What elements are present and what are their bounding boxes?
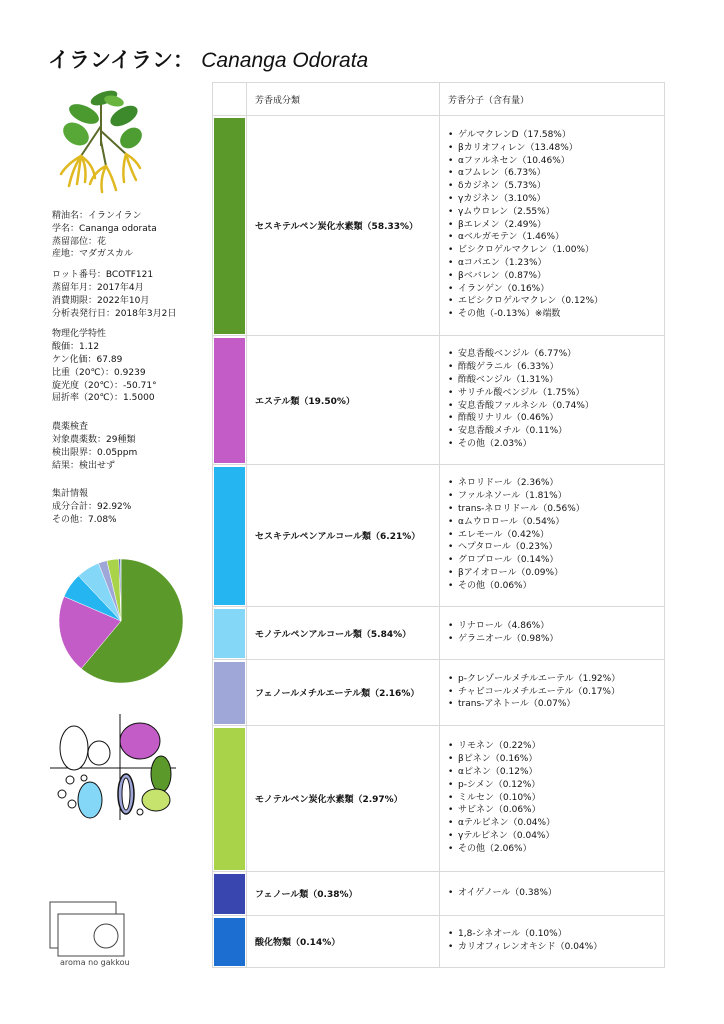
molecule-item: • αムウロロール（0.54%）	[446, 516, 658, 529]
molecule-item: • trans-ネロリドール（0.56%）	[446, 503, 658, 516]
category-color-swatch	[213, 872, 247, 916]
category-name: フェノール類（0.38%）	[247, 872, 440, 916]
molecule-item: • 安息香酸ベンジル（6.77%）	[446, 348, 658, 361]
header-category: 芳香成分類	[247, 83, 440, 116]
oil-info-panel	[52, 210, 212, 535]
info-line: 分析表発行日：2018年3月2日	[52, 308, 177, 319]
ylang-ylang-flower-illustration	[56, 86, 146, 201]
composition-pie-chart	[56, 555, 186, 687]
molecule-item: • αピネン（0.12%）	[446, 766, 658, 779]
info-line: 対象農薬数：29種類	[52, 434, 136, 445]
molecule-item: • ファルネソール（1.81%）	[446, 490, 658, 503]
molecule-item: • p-シメン（0.12%）	[446, 779, 658, 792]
molecule-item: • δカジネン（5.73%）	[446, 180, 658, 193]
molecule-item: • γテルピネン（0.04%）	[446, 830, 658, 843]
molecule-item: • イランゲン（0.16%）	[446, 283, 658, 296]
basic-info	[52, 210, 212, 261]
category-color-swatch	[213, 116, 247, 336]
molecule-item: • αファルネセン（10.46%）	[446, 155, 658, 168]
molecule-item: • 酢酸リナリル（0.46%）	[446, 412, 658, 425]
molecule-item: • βエレメン（2.49%）	[446, 219, 658, 232]
table-row	[213, 916, 665, 968]
info-line: ケン化価：67.89	[52, 354, 123, 365]
table-row	[213, 465, 665, 607]
molecule-item: • ゲラニオール（0.98%）	[446, 633, 658, 646]
category-name: モノテルペン炭化水素類（2.97%）	[247, 726, 440, 872]
aroma-composition-table	[212, 82, 665, 968]
info-heading: 農薬検査	[52, 422, 89, 433]
molecule-item: • trans-アネトール（0.07%）	[446, 698, 658, 711]
category-name: モノテルペンアルコール類（5.84%）	[247, 607, 440, 660]
molecule-item: • サリチル酸ベンジル（1.75%）	[446, 387, 658, 400]
molecule-list-cell	[440, 872, 665, 916]
molecule-item: • グロブロール（0.14%）	[446, 554, 658, 567]
molecule-list-cell	[440, 116, 665, 336]
molecule-item: • オイゲノール（0.38%）	[446, 887, 658, 900]
molecule-item: • リモネン（0.22%）	[446, 740, 658, 753]
table-row	[213, 116, 665, 336]
summary-info	[52, 488, 212, 526]
info-line: 蒸留年月：2017年4月	[52, 282, 144, 293]
molecule-item: • ビシクロゲルマクレン（1.00%）	[446, 244, 658, 257]
info-heading: 集計情報	[52, 489, 89, 500]
info-line: 酸価：1.12	[52, 342, 100, 353]
molecule-item: • 酢酸ゲラニル（6.33%）	[446, 361, 658, 374]
category-color-swatch	[213, 916, 247, 968]
table-row	[213, 607, 665, 660]
category-name: 酸化物類（0.14%）	[247, 916, 440, 968]
category-color-swatch	[213, 726, 247, 872]
category-name: フェノールメチルエーテル類（2.16%）	[247, 660, 440, 726]
info-heading: 物理化学特性	[52, 329, 107, 340]
info-line: 蒸留部位：花	[52, 236, 107, 247]
table-row	[213, 336, 665, 465]
info-line: 成分合計：92.92%	[52, 502, 132, 513]
molecule-item: • βベバレン（0.87%）	[446, 270, 658, 283]
molecule-item: • βアイオロール（0.09%）	[446, 567, 658, 580]
molecule-item: • γムウロレン（2.55%）	[446, 206, 658, 219]
info-line: 結果：検出せず	[52, 460, 116, 471]
molecule-item: • ミルセン（0.10%）	[446, 792, 658, 805]
molecule-item: • その他（-0.13%）※端数	[446, 308, 658, 321]
category-color-swatch	[213, 607, 247, 660]
info-line: ロット番号：BCOTF121	[52, 270, 154, 281]
table-row	[213, 726, 665, 872]
page-title	[48, 44, 368, 74]
molecule-item: • エピシクロゲルマクレン（0.12%）	[446, 295, 658, 308]
title-latin: Cananga Odorata	[201, 49, 369, 72]
molecule-item: • 酢酸ベンジル（1.31%）	[446, 374, 658, 387]
molecule-item: • エレモール（0.42%）	[446, 529, 658, 542]
info-line: 比重（20℃）：0.9239	[52, 367, 146, 378]
category-name: エステル類（19.50%）	[247, 336, 440, 465]
molecule-item: • βピネン（0.16%）	[446, 753, 658, 766]
info-line: 産地：マダガスカル	[52, 249, 134, 260]
molecule-item: • βカリオフィレン（13.48%）	[446, 142, 658, 155]
header-color	[213, 83, 247, 116]
info-line: 検出限界：0.05ppm	[52, 447, 138, 458]
table-row	[213, 660, 665, 726]
pesticide-info	[52, 421, 212, 472]
molecule-list-cell	[440, 660, 665, 726]
table-header-row	[213, 83, 665, 116]
info-line: 学名：Cananga odorata	[52, 223, 157, 234]
molecule-item: • γカジネン（3.10%）	[446, 193, 658, 206]
category-color-swatch	[213, 465, 247, 607]
info-line: 精油名：イランイラン	[52, 211, 142, 221]
molecule-list-cell	[440, 465, 665, 607]
category-color-swatch	[213, 336, 247, 465]
molecule-list-cell	[440, 607, 665, 660]
molecule-item: • 1,8-シネオール（0.10%）	[446, 928, 658, 941]
molecule-item: • その他（2.06%）	[446, 843, 658, 856]
molecule-item: • リナロール（4.86%）	[446, 620, 658, 633]
molecule-item: • ヘプタロール（0.23%）	[446, 541, 658, 554]
category-name: セスキテルペンアルコール類（6.21%）	[247, 465, 440, 607]
info-line: 旋光度（20℃）：-50.71°	[52, 380, 157, 391]
logo-text: aroma no gakkou	[60, 958, 130, 967]
molecule-item: • αコパエン（1.23%）	[446, 257, 658, 270]
molecule-list-cell	[440, 336, 665, 465]
info-line: 屈折率（20℃）：1.5000	[52, 393, 155, 404]
table-row	[213, 872, 665, 916]
molecule-item: • αテルピネン（0.04%）	[446, 817, 658, 830]
category-name: セスキテルペン炭化水素類（58.33%）	[247, 116, 440, 336]
info-line: その他：7.08%	[52, 514, 117, 525]
molecule-item: • 安息香酸ファルネシル（0.74%）	[446, 400, 658, 413]
molecule-item: • ネロリドール（2.36%）	[446, 477, 658, 490]
molecule-item: • αベルガモテン（1.46%）	[446, 231, 658, 244]
molecule-list-cell	[440, 916, 665, 968]
category-color-swatch	[213, 660, 247, 726]
molecule-item: • チャビコールメチルエーテル（0.17%）	[446, 686, 658, 699]
molecule-item: • サビネン（0.06%）	[446, 804, 658, 817]
molecule-item: • αフムレン（6.73%）	[446, 167, 658, 180]
molecule-list-cell	[440, 726, 665, 872]
physchem-info	[52, 328, 212, 405]
molecule-item: • 安息香酸メチル（0.11%）	[446, 425, 658, 438]
info-line: 消費期限：2022年10月	[52, 295, 150, 306]
molecule-item: • ゲルマクレンD（17.58%）	[446, 129, 658, 142]
header-molecules: 芳香分子（含有量）	[440, 83, 665, 116]
molecule-item: • その他（0.06%）	[446, 580, 658, 593]
title-main: イランイラン：	[48, 48, 194, 72]
molecule-item: • p-クレゾールメチルエーテル（1.92%）	[446, 673, 658, 686]
molecule-item: • その他（2.03%）	[446, 438, 658, 451]
school-logo-mark	[48, 900, 128, 958]
lot-info	[52, 269, 212, 320]
molecule-item: • カリオフィレンオキシド（0.04%）	[446, 941, 658, 954]
component-relationship-diagram	[48, 712, 178, 822]
